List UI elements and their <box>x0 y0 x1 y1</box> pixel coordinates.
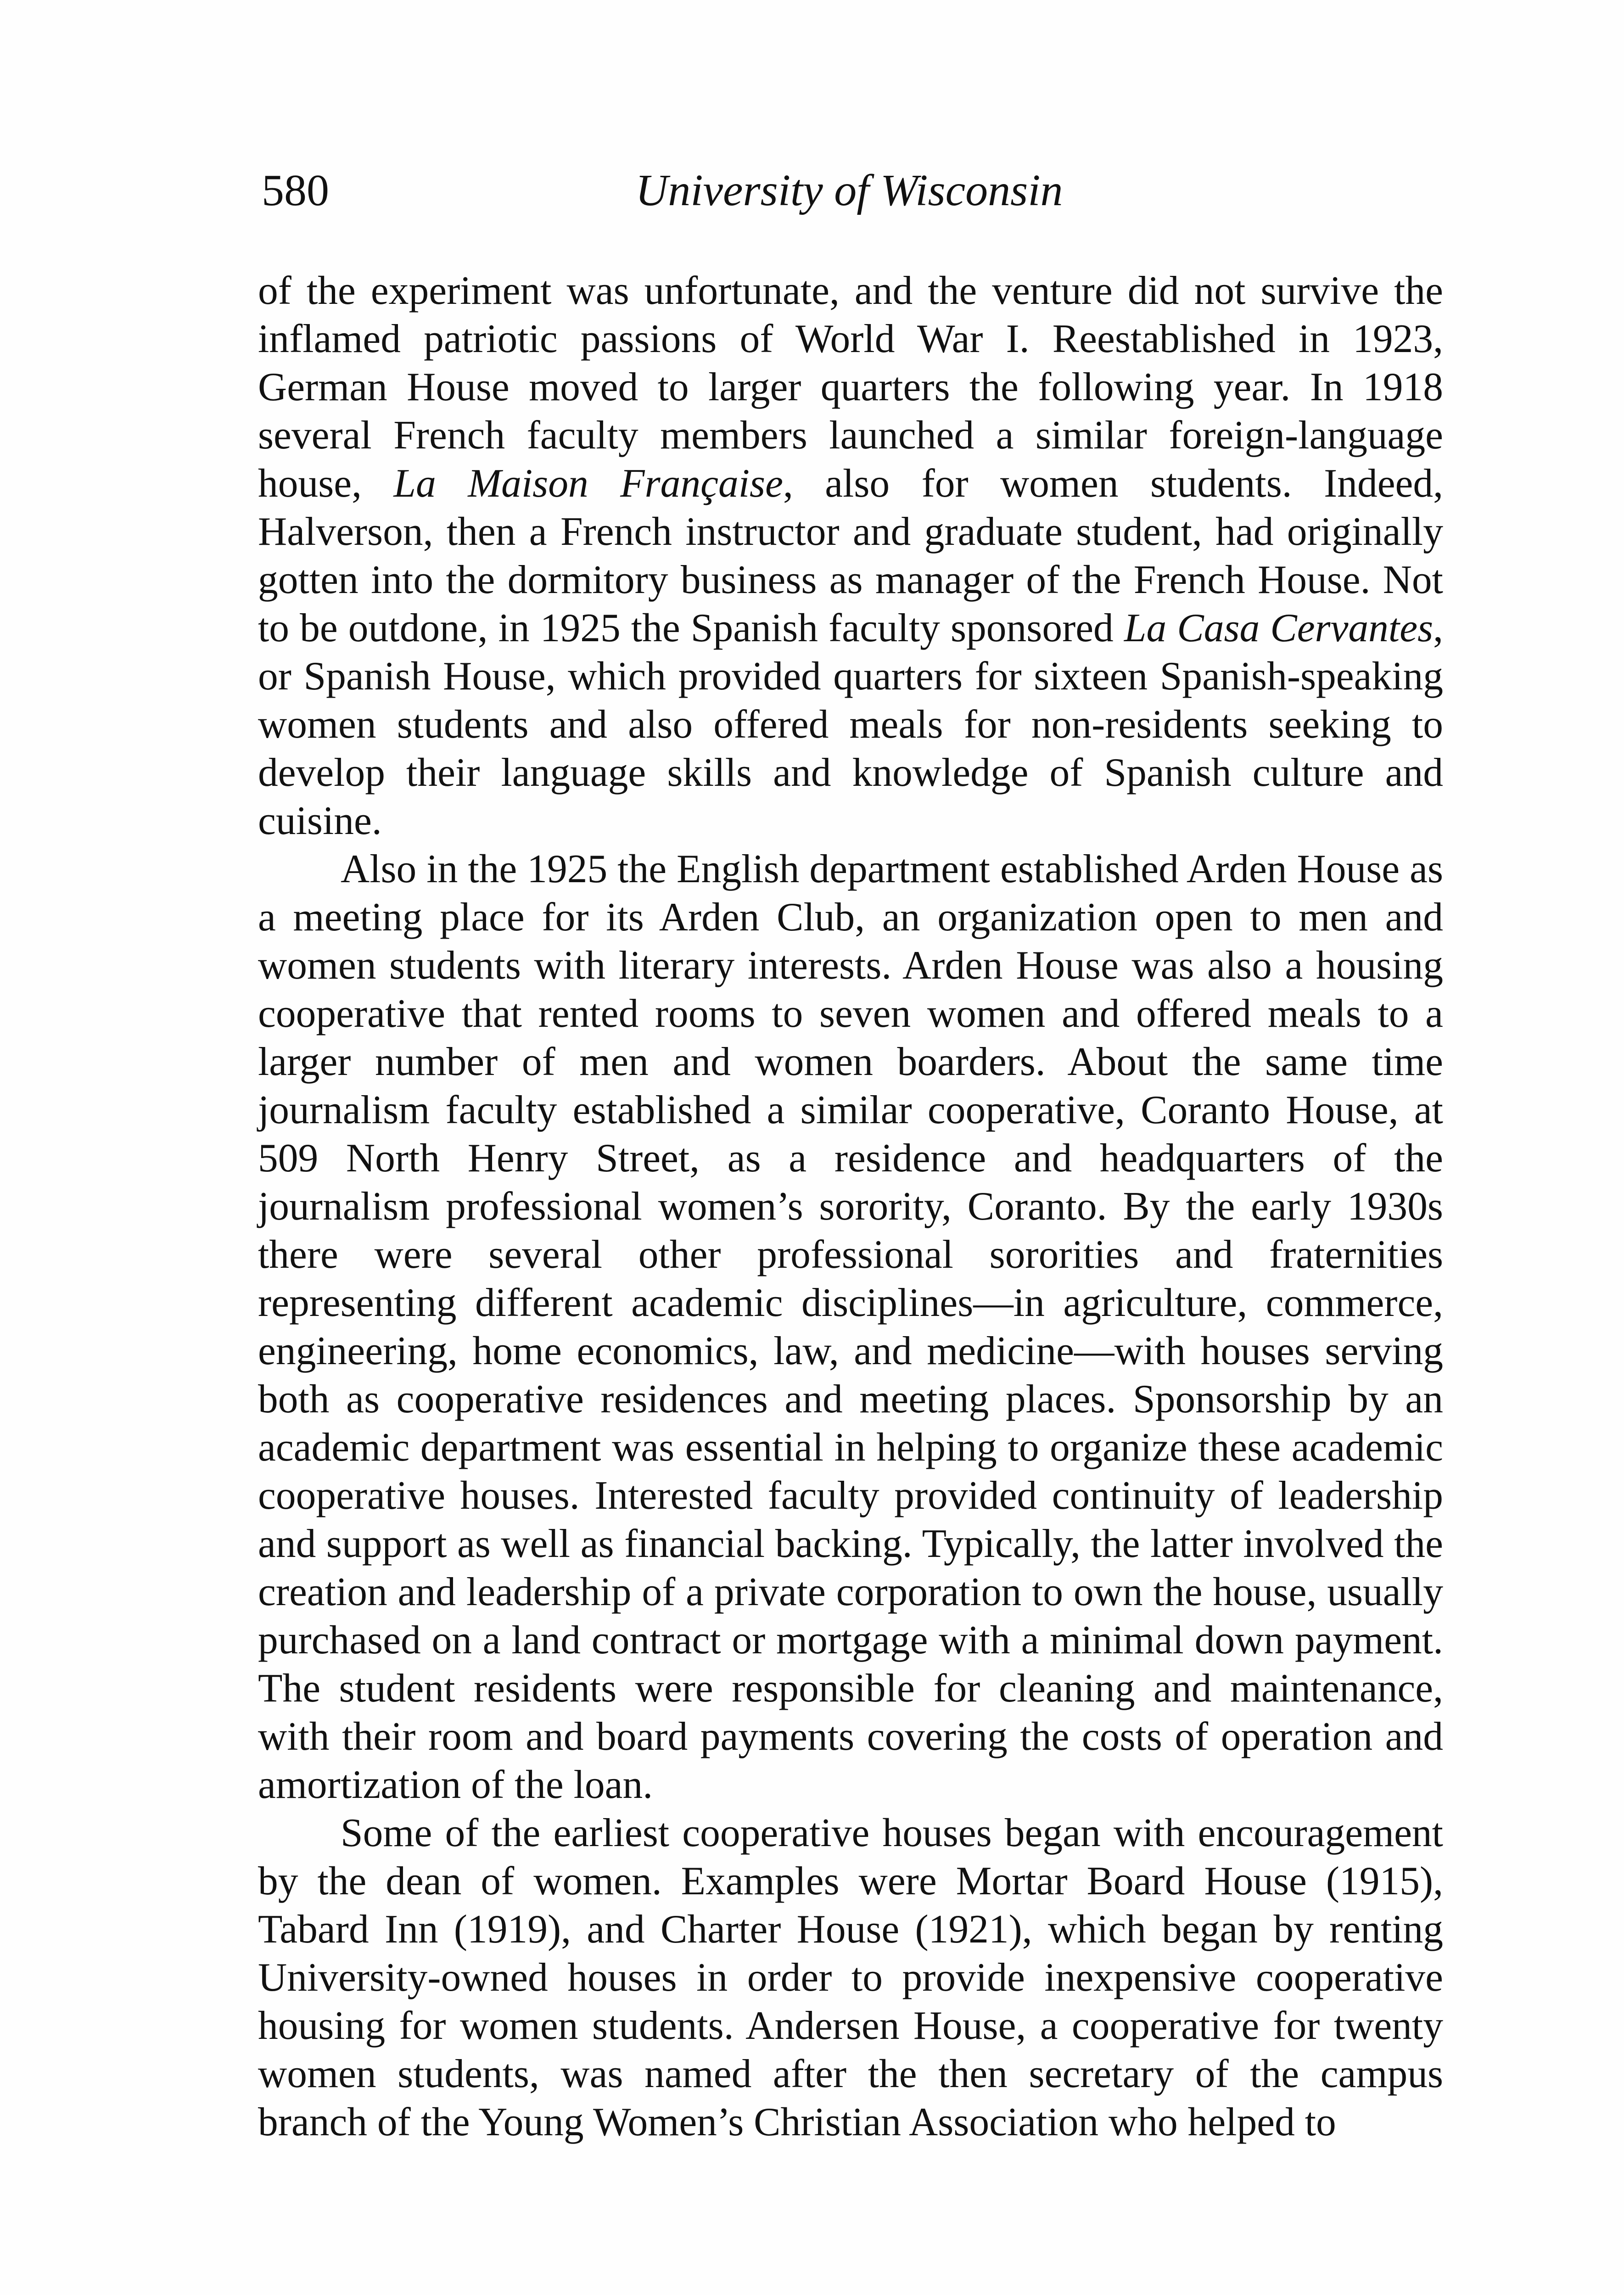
body-text <box>258 266 1443 2146</box>
paragraph <box>258 1808 1443 2146</box>
paragraph-text: Some of the earliest cooperative houses began with encouragement by the dean of women. Examples were Mortar Board House (1915), Tabard Inn (1919), and Charter House (1921), which began by renting University-owned houses in order to provide inexpensive cooperative housing for women students. Andersen House, a cooperative for twenty women students, was named after the then secretary of the campus branch of the Young Women’s Christian Association who helped to <box>258 1810 1443 2144</box>
paragraph-text: of the experiment was unfortunate, and the venture did not survive the inflamed patriotic passions of World War I. Reestablished in 1923, German House moved to larger quarters the following year. In 1918 several French faculty members launched a similar foreign-language house, <box>258 268 1443 505</box>
running-head <box>262 161 1437 220</box>
paragraph <box>258 266 1443 845</box>
italic-title: La Casa Cervantes <box>1124 605 1434 650</box>
italic-title: La Maison Française <box>393 461 783 505</box>
paragraph <box>258 845 1443 1808</box>
page-number: 580 <box>262 166 329 215</box>
running-title: University of Wisconsin <box>635 166 1063 215</box>
paragraph-text: , also for women students. Indeed, Halverson, then a French instructor and graduate student, had originally gotten into the dormitory business as manager of the French House. Not to be outdone, in 1925 the Spanish faculty sponsored <box>258 461 1444 650</box>
paragraph-text: Also in the 1925 the English department established Arden House as a meeting place for its Arden Club, an organization open to men and women students with literary interests. Arden House was also a housing cooperative that rented rooms to seven women and offered meals to a larger number of men and women boarders. About the same time journalism faculty established a similar cooperative, Coranto House, at 509 North Henry Street, as a residence and headquarters of the journalism professional women’s sorority, Coranto. By the early 1930s there were several other professional sororities and fraternities representing different academic disciplines—in agriculture, commerce, engineering, home economics, law, and medicine—with houses serving both as cooperative residences and meeting places. Sponsorship by an academic department was essential in helping to organize these academic cooperative houses. Interested faculty provided continuity of leadership and support as well as financial backing. Typically, the latter involved the creation and leadership of a private corporation to own the house, usually purchased on a land contract or mortgage with a minimal down payment. The student residents were responsible for cleaning and maintenance, with their room and board payments covering the costs of operation and amortization of the loan. <box>258 846 1443 1807</box>
paragraph-text: , or Spanish House, which provided quarters for sixteen Spanish-speaking women students and also offered meals for non-residents seeking to develop their language skills and knowledge of Spanish culture and cuisine. <box>258 605 1443 843</box>
